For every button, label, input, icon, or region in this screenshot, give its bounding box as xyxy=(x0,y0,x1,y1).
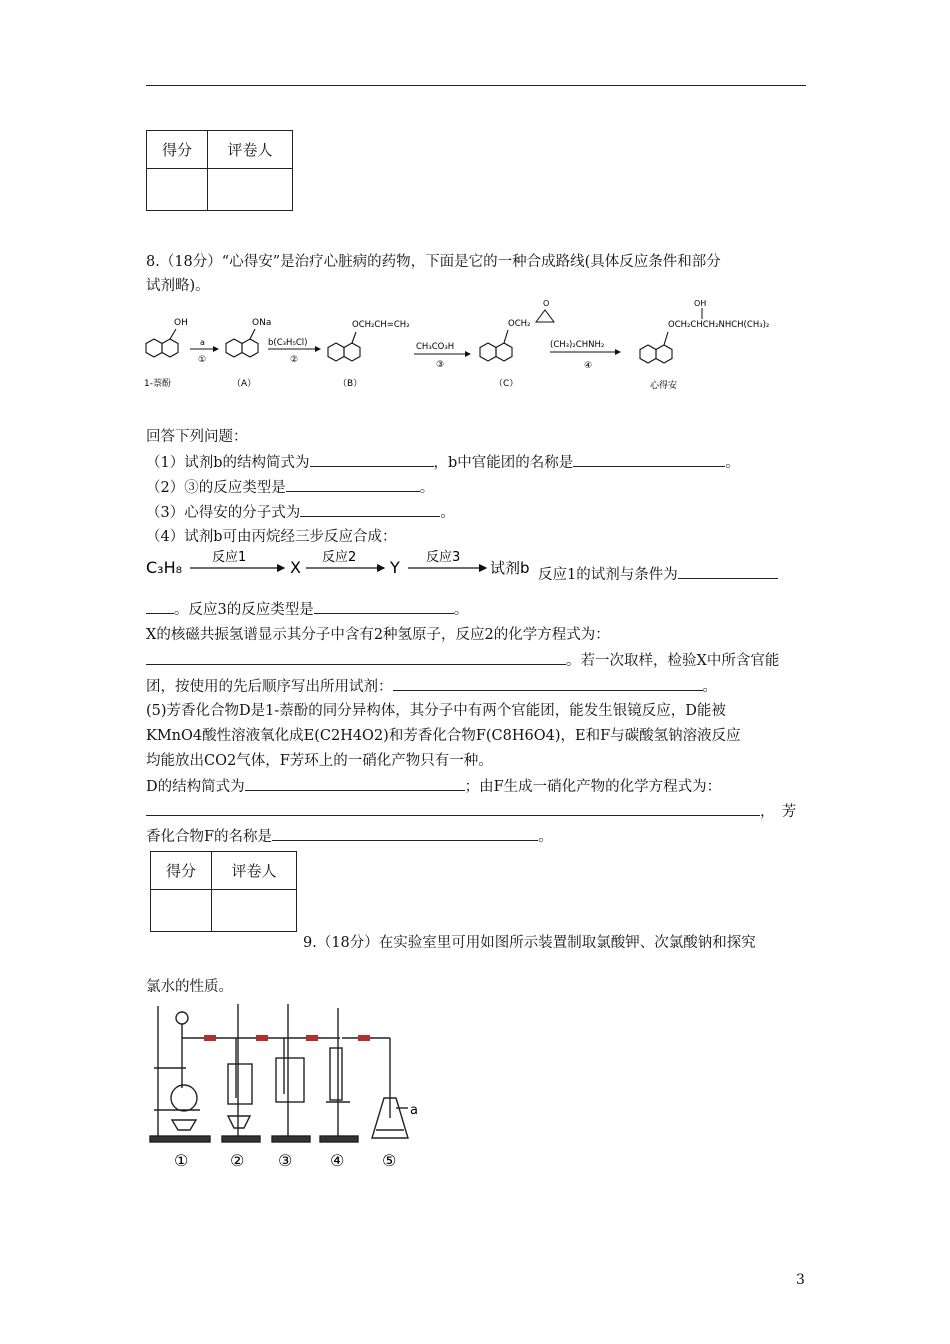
q9-intro-1: 9.（18分）在实验室里可用如图所示装置制取氯酸钾、次氯酸钠和探究 xyxy=(303,935,756,951)
grader-header: 评卷人 xyxy=(212,852,297,890)
c3h8: C₃H₈ xyxy=(146,558,183,577)
grader-header: 评卷人 xyxy=(208,131,293,169)
arrow2-top: b(C₃H₅Cl) xyxy=(268,338,308,348)
q8-part5-a: (5)芳香化合物D是1-萘酚的同分异构体，其分子中有两个官能团，能发生银镜反应，D能被 xyxy=(146,703,726,719)
arrow3-top: CH₃CO₃H xyxy=(416,342,455,352)
arrow1-top: a xyxy=(200,338,205,347)
start-label: 1-萘酚 xyxy=(144,379,171,389)
epoxide-o: O xyxy=(543,299,550,308)
grader-cell[interactable] xyxy=(208,169,293,211)
arrow3-bottom: ③ xyxy=(436,360,445,370)
answer-blank-4a-cont[interactable] xyxy=(146,599,174,614)
answer-blank-1a[interactable] xyxy=(310,452,434,467)
naphthol-structure xyxy=(144,318,188,389)
header-rule xyxy=(146,85,806,86)
arrow2-bottom: ② xyxy=(290,355,299,365)
score-table-2 xyxy=(150,851,297,932)
apparatus-diagram xyxy=(140,998,440,1178)
score-header: 得分 xyxy=(151,852,212,890)
score-table-1 xyxy=(146,130,293,211)
answer-blank-5a[interactable] xyxy=(245,776,465,791)
q8-part4-f: 。若一次取样，检验X中所含官能 xyxy=(146,650,779,671)
synthesis-scheme xyxy=(140,296,800,396)
answer-blank-4d[interactable] xyxy=(393,676,703,691)
compound-B xyxy=(328,320,410,389)
answer-blank-2[interactable] xyxy=(286,477,420,492)
score-cell[interactable] xyxy=(147,169,208,211)
q8-part5-g: 香化合物F的名称是 。 xyxy=(146,826,553,847)
apparatus-1 xyxy=(150,1006,240,1142)
q8-part4-b: 反应1的试剂与条件为 xyxy=(538,564,778,585)
C-label: （C） xyxy=(494,379,519,389)
route-r1: 反应1 xyxy=(212,550,247,565)
q8-part4-intro: （4）试剂b可由丙烷经三步反应合成： xyxy=(146,529,397,545)
label-3: ③ xyxy=(278,1151,293,1170)
arrow4-top: (CH₃)₂CHNH₂ xyxy=(550,340,605,350)
compound-C xyxy=(480,299,554,389)
oh-label: OH xyxy=(174,318,188,328)
label-2: ② xyxy=(230,1151,245,1170)
answer-blank-1b[interactable] xyxy=(573,452,725,467)
answer-prompt: 回答下列问题： xyxy=(146,429,248,445)
page-number: 3 xyxy=(796,1272,805,1288)
q8-intro-1: 8.（18分）“心得安”是治疗心脏病的药物，下面是它的一种合成路线(具体反应条件和部分 xyxy=(146,254,721,270)
route-y: Y xyxy=(390,558,400,577)
q8-part4-g: 团，按使用的先后顺序写出所用试剂： 。 xyxy=(146,676,717,697)
arrow1-bottom: ① xyxy=(198,355,207,365)
q8-intro-2: 试剂略)。 xyxy=(146,278,210,294)
answer-blank-4c[interactable] xyxy=(146,650,566,665)
product-oh: OH xyxy=(694,299,707,308)
q8-part5-d: D的结构简式为 ；由F生成一硝化产物的化学方程式为： xyxy=(146,776,721,797)
q8-part5-b: KMnO4酸性溶液氧化成E(C2H4O2)和芳香化合物F(C8H6O4)，E和F与碳酸氢钠溶液反应 xyxy=(146,728,741,744)
label-5: ⑤ xyxy=(382,1151,397,1170)
answer-blank-4b[interactable] xyxy=(314,599,454,614)
product-xindean xyxy=(640,299,769,391)
q8-part5-f: ， 芳 xyxy=(146,801,796,822)
B-label: （B） xyxy=(338,379,363,389)
q8-part1: （1）试剂b的结构简式为 ，b中官能团的名称是 。 xyxy=(146,452,740,473)
score-cell[interactable] xyxy=(151,890,212,932)
route-b: 试剂b xyxy=(490,559,530,577)
propane-route xyxy=(146,548,536,584)
answer-blank-3[interactable] xyxy=(300,502,440,517)
q8-part4-c: 。反应3的反应类型是 。 xyxy=(146,599,468,620)
answer-blank-5c[interactable] xyxy=(272,826,538,841)
q8-part2: （2）③的反应类型是 。 xyxy=(146,477,434,498)
answer-blank-4a[interactable] xyxy=(678,564,778,579)
label-4: ④ xyxy=(330,1151,345,1170)
B-substituent: OCH₂CH=CH₂ xyxy=(352,320,410,330)
compound-A xyxy=(226,318,271,389)
A-label: （A） xyxy=(232,379,257,389)
route-r2: 反应2 xyxy=(322,550,357,565)
score-header: 得分 xyxy=(147,131,208,169)
product-substituent: OCH₂CHCH₂NHCH(CH₃)₂ xyxy=(668,320,770,330)
apparatus-2 xyxy=(222,1004,292,1142)
q8-part4-e: X的核磁共振氢谱显示其分子中含有2种氢原子，反应2的化学方程式为： xyxy=(146,627,610,643)
arrow4-bottom: ④ xyxy=(584,361,593,371)
route-x: X xyxy=(290,558,301,577)
epoxide-ring xyxy=(536,310,554,322)
label-1: ① xyxy=(174,1151,189,1170)
ona-label: ONa xyxy=(252,318,272,328)
answer-blank-5b[interactable] xyxy=(146,801,760,816)
apparatus-4 xyxy=(320,1008,390,1142)
C-substituent: OCH₂ xyxy=(508,319,531,329)
product-label: 心得安 xyxy=(650,381,678,391)
q8-part3: （3）心得安的分子式为 。 xyxy=(146,502,455,523)
a-label: a xyxy=(410,1103,418,1118)
q9-intro-2: 氯水的性质。 xyxy=(146,979,233,995)
grader-cell[interactable] xyxy=(212,890,297,932)
route-r3: 反应3 xyxy=(426,550,461,565)
q8-part5-c: 均能放出CO2气体，F芳环上的一硝化产物只有一种。 xyxy=(146,753,493,769)
